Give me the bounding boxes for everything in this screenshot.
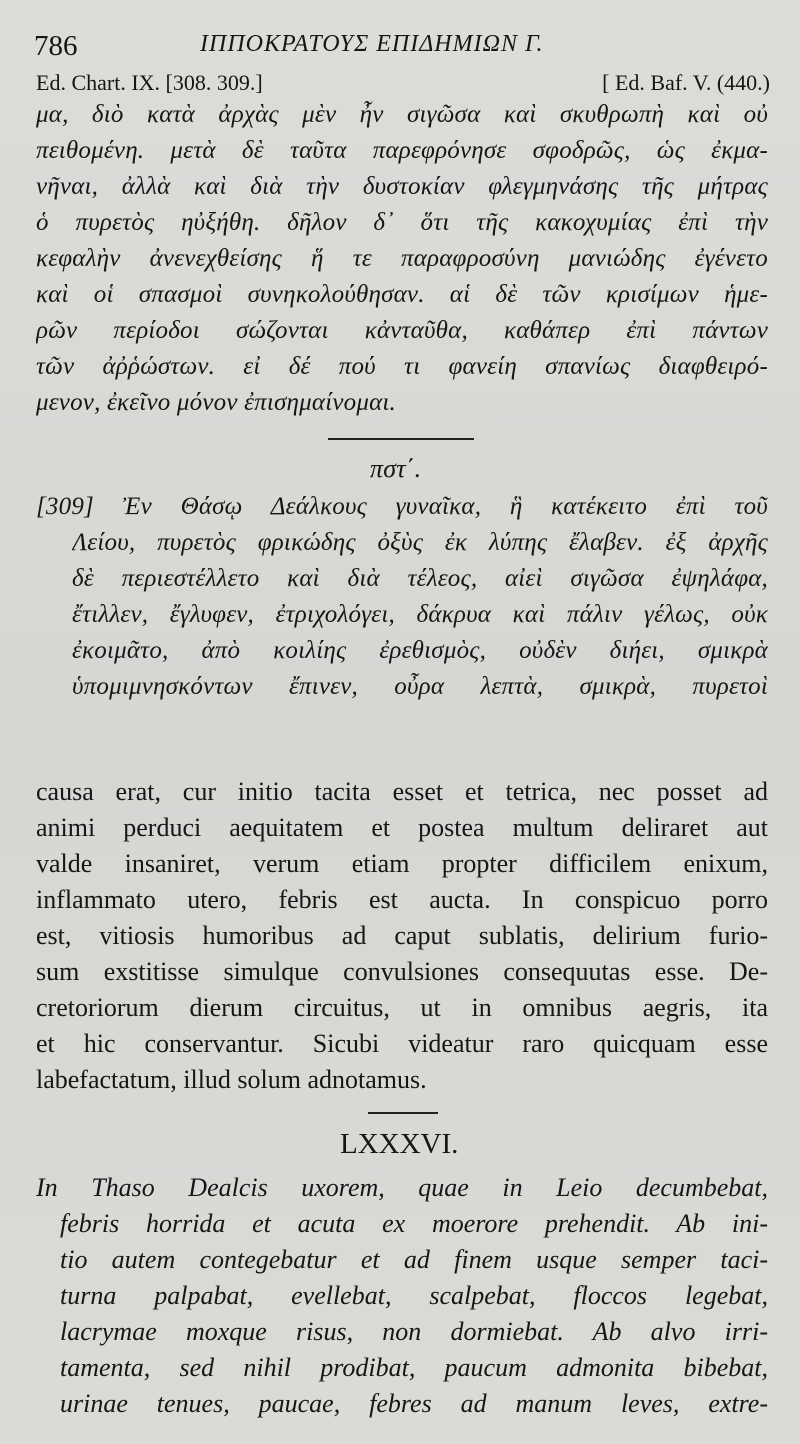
latin-line: lacrymae moxque risus, non dormiebat. Ab alvo irri-	[60, 1317, 768, 1346]
latin-line: tamenta, sed nihil prodibat, paucum admonita bibebat,	[60, 1353, 768, 1382]
latin-line: et hic conservantur. Sicubi videatur raro quicquam esse	[36, 1029, 768, 1058]
latin-line: animi perduci aequitatem et postea multum deliraret aut	[36, 813, 768, 842]
latin-line: febris horrida et acuta ex moerore prehendit. Ab ini-	[60, 1209, 768, 1238]
greek-line: καὶ οἱ σπασμοὶ συνηκολούθησαν. αἱ δὲ τῶν κρισίμων ἡμε-	[36, 281, 768, 308]
latin-line: turna palpabat, evellebat, scalpebat, floccos legebat,	[60, 1281, 768, 1310]
latin-line: tio autem contegebatur et ad finem usque semper taci-	[60, 1245, 768, 1274]
section-divider	[328, 438, 474, 440]
edition-chart-ref: Ed. Chart. IX. [308. 309.]	[36, 70, 263, 95]
latin-line: est, vitiosis humoribus ad caput sublatis, delirium furio-	[36, 921, 768, 950]
greek-line: ὁ πυρετὸς ηὐξήθη. δῆλον δ᾽ ὅτι τῆς κακοχυμίας ἐπὶ τὴν	[36, 209, 768, 236]
latin-line: In Thaso Dealcis uxorem, quae in Leio decumbebat,	[36, 1173, 768, 1202]
greek-line: μα, διὸ κατὰ ἀρχὰς μὲν ἦν σιγῶσα καὶ σκυθρωπὴ καὶ οὐ	[36, 101, 768, 128]
greek-line: κεφαλὴν ἀνενεχθείσης ἥ τε παραφροσύνη μανιώδης ἐγένετο	[36, 245, 768, 272]
greek-line: νῆναι, ἀλλὰ καὶ διὰ τὴν δυστοκίαν φλεγμηνάσης τῆς μήτρας	[36, 173, 768, 200]
greek-section-heading: πστ΄.	[370, 454, 422, 483]
latin-line: valde insaniret, verum etiam propter difficilem enixum,	[36, 849, 768, 878]
latin-line: urinae tenues, paucae, febres ad manum leves, extre-	[60, 1389, 768, 1418]
latin-line: labefactatum, illud solum adnotamus.	[36, 1065, 427, 1094]
running-title: ΙΠΠΟΚΡΑΤΟΥΣ ΕΠΙΔΗΜΙΩΝ Γ.	[200, 31, 544, 57]
greek-line: μενον, ἐκεῖνο μόνον ἐπισημαίνομαι.	[36, 389, 397, 416]
greek-line: πειθομένη. μετὰ δὲ ταῦτα παρεφρόνησε σφοδρῶς, ὡς ἐκμα-	[36, 137, 768, 164]
latin-section-heading: LXXXVI.	[340, 1128, 459, 1160]
page-number: 786	[34, 30, 78, 62]
greek-line: [309] Ἐν Θάσῳ Δεάλκους γυναῖκα, ἣ κατέκειτο ἐπὶ τοῦ	[36, 493, 768, 520]
latin-line: cretoriorum dierum circuitus, ut in omnibus aegris, ita	[36, 993, 768, 1022]
greek-line: ἔτιλλεν, ἔγλυφεν, ἐτριχολόγει, δάκρυα καὶ πάλιν γέλως, οὐκ	[72, 601, 768, 628]
latin-line: inflammato utero, febris est aucta. In conspicuo porro	[36, 885, 768, 914]
greek-line: τῶν ἀῤῥώστων. εἰ δέ πού τι φανείη σπανίως διαφθειρό-	[36, 353, 768, 380]
section-divider	[368, 1112, 438, 1114]
greek-line: ἐκοιμᾶτο, ἀπὸ κοιλίης ἐρεθισμὸς, οὐδὲν διήει, σμικρὰ	[72, 637, 768, 664]
greek-line: Λείου, πυρετὸς φρικώδης ὀξὺς ἐκ λύπης ἔλαβεν. ἐξ ἀρχῆς	[72, 529, 768, 556]
greek-line: ρῶν περίοδοι σώζονται κἀνταῦθα, καθάπερ ἐπὶ πάντων	[36, 317, 768, 344]
latin-line: causa erat, cur initio tacita esset et tetrica, nec posset ad	[36, 777, 768, 806]
greek-line: δὲ περιεστέλλετο καὶ διὰ τέλεος, αἰεὶ σιγῶσα ἐψηλάφα,	[72, 565, 768, 592]
greek-line: ὑπομιμνησκόντων ἔπινεν, οὖρα λεπτὰ, σμικρὰ, πυρετοὶ	[72, 673, 768, 700]
edition-bas-ref: [ Ed. Baf. V. (440.)	[602, 70, 770, 95]
latin-line: sum exstitisse simulque convulsiones consequutas esse. De-	[36, 957, 768, 986]
